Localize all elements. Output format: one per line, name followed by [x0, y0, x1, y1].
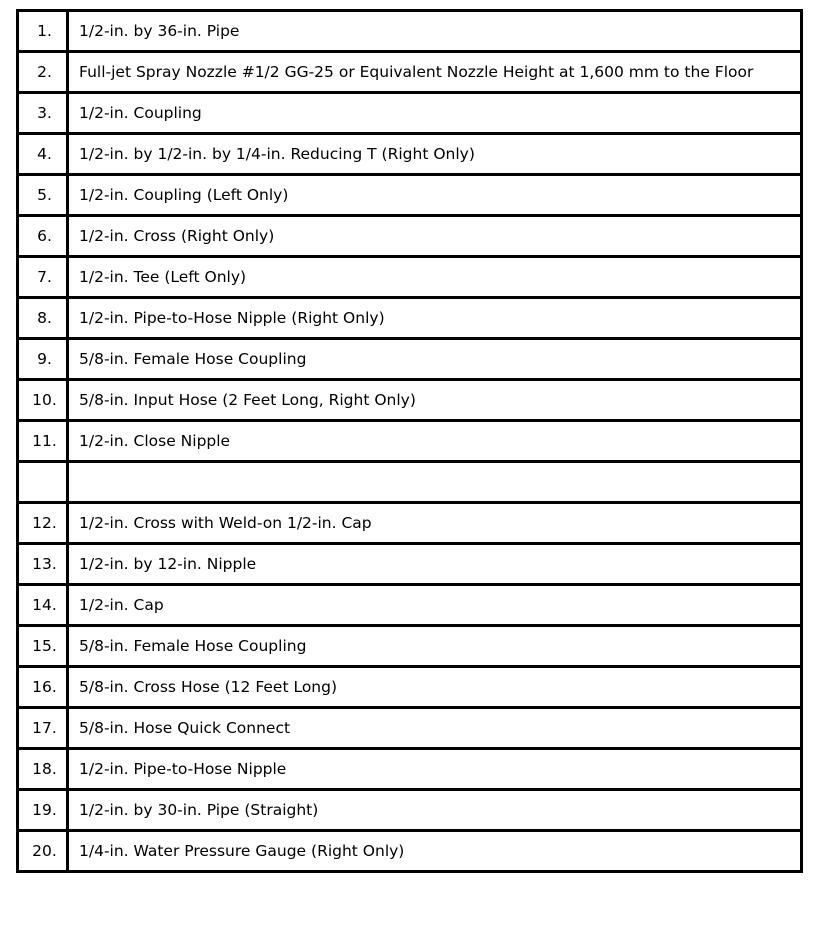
table-row: [18, 216, 802, 257]
table-row: [18, 380, 802, 421]
item-number: 9.: [18, 339, 68, 380]
item-description: 1/2-in. Tee (Left Only): [68, 257, 802, 298]
item-number: 4.: [18, 134, 68, 175]
item-number: 16.: [18, 667, 68, 708]
table-row: [18, 790, 802, 831]
item-number: 13.: [18, 544, 68, 585]
parts-table: [16, 9, 803, 873]
item-number: 15.: [18, 626, 68, 667]
item-number: 1.: [18, 11, 68, 52]
table-row: [18, 667, 802, 708]
item-number: 14.: [18, 585, 68, 626]
item-number: 20.: [18, 831, 68, 872]
item-number: [18, 462, 68, 503]
item-description: 5/8-in. Cross Hose (12 Feet Long): [68, 667, 802, 708]
item-number: 8.: [18, 298, 68, 339]
item-description: 5/8-in. Hose Quick Connect: [68, 708, 802, 749]
item-description: 1/2-in. by 36-in. Pipe: [68, 11, 802, 52]
table-row: [18, 544, 802, 585]
table-row: [18, 339, 802, 380]
item-number: 6.: [18, 216, 68, 257]
table-row: [18, 134, 802, 175]
table-row: [18, 626, 802, 667]
table-row: [18, 11, 802, 52]
item-number: 17.: [18, 708, 68, 749]
item-description: 5/8-in. Input Hose (2 Feet Long, Right Only): [68, 380, 802, 421]
item-number: 3.: [18, 93, 68, 134]
item-description: 1/2-in. by 30-in. Pipe (Straight): [68, 790, 802, 831]
item-description: 5/8-in. Female Hose Coupling: [68, 339, 802, 380]
table-row: [18, 93, 802, 134]
table-row: [18, 749, 802, 790]
item-description: 5/8-in. Female Hose Coupling: [68, 626, 802, 667]
item-description: Full-jet Spray Nozzle #1/2 GG-25 or Equivalent Nozzle Height at 1,600 mm to the Floor: [68, 52, 802, 93]
item-number: 2.: [18, 52, 68, 93]
table-row: [18, 421, 802, 462]
table-row: [18, 298, 802, 339]
item-description: 1/2-in. Cross (Right Only): [68, 216, 802, 257]
table-row: [18, 585, 802, 626]
item-description: 1/2-in. Pipe-to-Hose Nipple (Right Only): [68, 298, 802, 339]
item-number: 19.: [18, 790, 68, 831]
item-description: 1/2-in. Coupling (Left Only): [68, 175, 802, 216]
item-number: 10.: [18, 380, 68, 421]
table-row: [18, 257, 802, 298]
table-row: [18, 503, 802, 544]
item-description: 1/2-in. by 1/2-in. by 1/4-in. Reducing T (Right Only): [68, 134, 802, 175]
item-description: 1/2-in. by 12-in. Nipple: [68, 544, 802, 585]
item-description: 1/2-in. Close Nipple: [68, 421, 802, 462]
blank-row: [18, 462, 802, 503]
item-number: 11.: [18, 421, 68, 462]
item-description: 1/2-in. Cap: [68, 585, 802, 626]
table-row: [18, 175, 802, 216]
item-number: 7.: [18, 257, 68, 298]
item-description: 1/2-in. Pipe-to-Hose Nipple: [68, 749, 802, 790]
table-row: [18, 708, 802, 749]
item-description: 1/2-in. Coupling: [68, 93, 802, 134]
item-number: 12.: [18, 503, 68, 544]
item-description: 1/4-in. Water Pressure Gauge (Right Only): [68, 831, 802, 872]
item-description: 1/2-in. Cross with Weld-on 1/2-in. Cap: [68, 503, 802, 544]
table-row: [18, 831, 802, 872]
item-number: 18.: [18, 749, 68, 790]
table-row: [18, 52, 802, 93]
item-description: [68, 462, 802, 503]
item-number: 5.: [18, 175, 68, 216]
